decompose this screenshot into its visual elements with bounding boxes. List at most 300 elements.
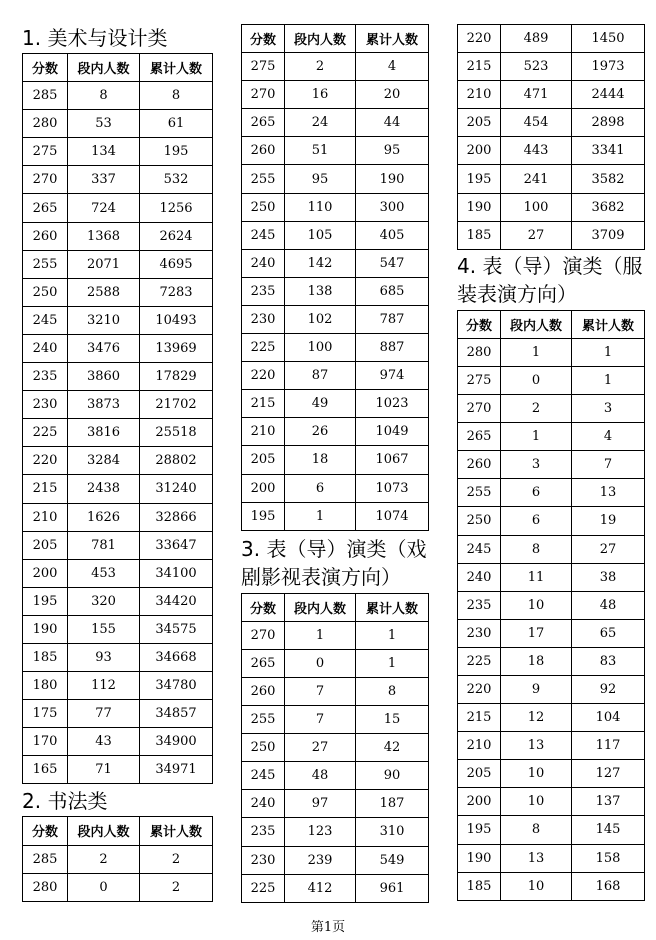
table-header-row [242, 593, 429, 621]
table-row [23, 728, 213, 756]
table-cell: 2 [285, 53, 356, 81]
table-row [242, 706, 429, 734]
table-cell: 4695 [140, 250, 213, 278]
table-cell: 250 [23, 278, 68, 306]
table-header-row [23, 817, 213, 845]
column-middle [241, 24, 428, 903]
table-row [242, 790, 429, 818]
table-cell: 265 [242, 109, 285, 137]
table-cell: 1074 [356, 502, 429, 530]
table-row [458, 25, 645, 53]
table-row [242, 446, 429, 474]
column-header: 段内人数 [285, 25, 356, 53]
table-cell: 215 [458, 53, 501, 81]
table-cell: 8 [501, 816, 572, 844]
table-cell: 1 [572, 338, 645, 366]
table-cell: 1049 [356, 418, 429, 446]
table-cell: 2 [140, 873, 213, 901]
table-cell: 24 [285, 109, 356, 137]
table-cell: 2438 [68, 475, 140, 503]
table-cell: 3284 [68, 447, 140, 475]
table-row [458, 193, 645, 221]
table-cell: 205 [242, 446, 285, 474]
table-row [458, 109, 645, 137]
table-cell: 3816 [68, 419, 140, 447]
table-cell: 250 [242, 193, 285, 221]
table-cell: 168 [572, 872, 645, 900]
table-cell: 200 [458, 137, 501, 165]
table-cell: 43 [68, 728, 140, 756]
table-cell: 83 [572, 647, 645, 675]
table-cell: 2 [501, 395, 572, 423]
table-cell: 7283 [140, 278, 213, 306]
table-cell: 2444 [572, 81, 645, 109]
table-cell: 8 [501, 535, 572, 563]
table-cell: 185 [458, 221, 501, 249]
table-cell: 320 [68, 587, 140, 615]
table-cell: 523 [501, 53, 572, 81]
table-cell: 225 [242, 334, 285, 362]
table-cell: 250 [242, 734, 285, 762]
table-cell: 9 [501, 675, 572, 703]
table-row [242, 334, 429, 362]
table-cell: 71 [68, 756, 140, 784]
table-row [242, 193, 429, 221]
table-cell: 2 [140, 845, 213, 873]
table-cell: 190 [458, 844, 501, 872]
table-cell: 532 [140, 166, 213, 194]
table-cell: 270 [242, 621, 285, 649]
table-cell: 158 [572, 844, 645, 872]
table-cell: 453 [68, 559, 140, 587]
table-cell: 185 [458, 872, 501, 900]
table-cell: 280 [23, 873, 68, 901]
table-cell: 260 [458, 451, 501, 479]
table-row [242, 362, 429, 390]
table-row [242, 305, 429, 333]
table-cell: 205 [458, 109, 501, 137]
table-cell: 270 [458, 395, 501, 423]
table-row [242, 81, 429, 109]
table-cell: 275 [23, 138, 68, 166]
table-cell: 6 [285, 474, 356, 502]
table-cell: 270 [242, 81, 285, 109]
table-cell: 1626 [68, 503, 140, 531]
table-cell: 240 [458, 563, 501, 591]
table-cell: 285 [23, 845, 68, 873]
table-cell: 1450 [572, 25, 645, 53]
table-cell: 220 [242, 362, 285, 390]
table-row [458, 451, 645, 479]
table-row [458, 165, 645, 193]
table-row [23, 306, 213, 334]
table-row [458, 53, 645, 81]
table-cell: 2071 [68, 250, 140, 278]
table-cell: 10 [501, 872, 572, 900]
table-cell: 10493 [140, 306, 213, 334]
table-cell: 51 [285, 137, 356, 165]
table-cell: 1 [285, 621, 356, 649]
table-cell: 10 [501, 788, 572, 816]
table-row [458, 704, 645, 732]
column-header: 累计人数 [140, 54, 213, 82]
table-cell: 412 [285, 874, 356, 902]
table-cell: 454 [501, 109, 572, 137]
table-cell: 2898 [572, 109, 645, 137]
table-cell: 337 [68, 166, 140, 194]
table-cell: 65 [572, 619, 645, 647]
table-cell: 255 [242, 706, 285, 734]
table-cell: 127 [572, 760, 645, 788]
table-cell: 137 [572, 788, 645, 816]
table-cell: 220 [23, 447, 68, 475]
table-cell: 0 [501, 366, 572, 394]
table-row [242, 502, 429, 530]
table-cell: 34857 [140, 700, 213, 728]
table-cell: 3582 [572, 165, 645, 193]
table-cell: 260 [23, 222, 68, 250]
table-cell: 185 [23, 643, 68, 671]
table-cell: 235 [242, 818, 285, 846]
table-cell: 190 [23, 615, 68, 643]
table-cell: 100 [501, 193, 572, 221]
table-cell: 187 [356, 790, 429, 818]
table-row [242, 109, 429, 137]
column-header: 分数 [458, 310, 501, 338]
table-cell: 210 [458, 732, 501, 760]
table-cell: 230 [458, 619, 501, 647]
table-cell: 13 [501, 844, 572, 872]
table-cell: 13 [501, 732, 572, 760]
table-cell: 235 [242, 277, 285, 305]
table-cell: 21702 [140, 391, 213, 419]
table-cell: 3860 [68, 363, 140, 391]
table-cell: 8 [68, 82, 140, 110]
table-cell: 87 [285, 362, 356, 390]
table-row [23, 845, 213, 873]
table-row [458, 479, 645, 507]
table-cell: 1 [572, 366, 645, 394]
table-header-row [242, 25, 429, 53]
table-cell: 3 [572, 395, 645, 423]
column-right [457, 24, 644, 901]
table-row [242, 277, 429, 305]
table-cell: 489 [501, 25, 572, 53]
table-row [242, 874, 429, 902]
table-row [23, 250, 213, 278]
table-row [23, 587, 213, 615]
table-cell: 235 [23, 363, 68, 391]
table-row [242, 734, 429, 762]
table-row [242, 649, 429, 677]
column-header: 分数 [242, 25, 285, 53]
table-cell: 1368 [68, 222, 140, 250]
page-number: 第1页 [310, 920, 346, 935]
table-cell: 405 [356, 221, 429, 249]
table-cell: 3 [501, 451, 572, 479]
table-cell: 265 [458, 423, 501, 451]
table-cell: 17829 [140, 363, 213, 391]
table-row [23, 222, 213, 250]
table-row [458, 647, 645, 675]
table-row [458, 535, 645, 563]
table-header-row [458, 310, 645, 338]
table-cell: 34900 [140, 728, 213, 756]
table-cell: 0 [68, 873, 140, 901]
table-cell: 190 [356, 165, 429, 193]
table-cell: 90 [356, 762, 429, 790]
table-cell: 10 [501, 760, 572, 788]
table-cell: 3210 [68, 306, 140, 334]
table-cell: 240 [23, 334, 68, 362]
column-header: 累计人数 [356, 25, 429, 53]
table-cell: 443 [501, 137, 572, 165]
table-cell: 190 [458, 193, 501, 221]
table-cell: 270 [23, 166, 68, 194]
table-cell: 265 [23, 194, 68, 222]
table-row [458, 591, 645, 619]
table-cell: 92 [572, 675, 645, 703]
column-header: 累计人数 [572, 310, 645, 338]
table-row [242, 165, 429, 193]
table-cell: 8 [140, 82, 213, 110]
table-row [458, 788, 645, 816]
table-row [242, 418, 429, 446]
table-cell: 787 [356, 305, 429, 333]
table-row [242, 677, 429, 705]
table-row [458, 844, 645, 872]
table-cell: 260 [242, 677, 285, 705]
table-cell: 12 [501, 704, 572, 732]
table-cell: 280 [23, 110, 68, 138]
section-title-fashion-performance: 4. 表（导）演类（服装表演方向） [457, 253, 643, 306]
table-cell: 887 [356, 334, 429, 362]
table-row [242, 621, 429, 649]
table-cell: 13969 [140, 334, 213, 362]
table-cell: 300 [356, 193, 429, 221]
table-cell: 239 [285, 846, 356, 874]
table-cell: 220 [458, 25, 501, 53]
table-row [242, 249, 429, 277]
column-header: 累计人数 [356, 593, 429, 621]
table-cell: 205 [458, 760, 501, 788]
table-row [458, 395, 645, 423]
table-cell: 34780 [140, 672, 213, 700]
table-cell: 10 [501, 591, 572, 619]
table-cell: 215 [458, 704, 501, 732]
table-cell: 3476 [68, 334, 140, 362]
table-cell: 245 [23, 306, 68, 334]
score-table-drama-film [241, 593, 429, 903]
table-cell: 7 [572, 451, 645, 479]
score-table-drama-film-continued [457, 24, 645, 250]
table-row [458, 563, 645, 591]
table-cell: 16 [285, 81, 356, 109]
table-cell: 2588 [68, 278, 140, 306]
table-cell: 11 [501, 563, 572, 591]
table-cell: 471 [501, 81, 572, 109]
table-cell: 215 [23, 475, 68, 503]
table-cell: 3682 [572, 193, 645, 221]
score-table-fashion-performance [457, 310, 645, 901]
table-cell: 180 [23, 672, 68, 700]
table-cell: 6 [501, 479, 572, 507]
table-cell: 240 [242, 790, 285, 818]
table-row [458, 338, 645, 366]
table-cell: 255 [242, 165, 285, 193]
table-cell: 3873 [68, 391, 140, 419]
table-cell: 102 [285, 305, 356, 333]
table-row [23, 756, 213, 784]
table-cell: 547 [356, 249, 429, 277]
table-cell: 245 [242, 762, 285, 790]
table-cell: 112 [68, 672, 140, 700]
table-row [458, 423, 645, 451]
table-cell: 1067 [356, 446, 429, 474]
table-cell: 200 [242, 474, 285, 502]
table-row [23, 278, 213, 306]
table-cell: 215 [242, 390, 285, 418]
table-cell: 724 [68, 194, 140, 222]
table-cell: 6 [501, 507, 572, 535]
table-cell: 8 [356, 677, 429, 705]
table-cell: 205 [23, 531, 68, 559]
table-row [242, 53, 429, 81]
table-cell: 165 [23, 756, 68, 784]
table-row [23, 672, 213, 700]
table-cell: 34971 [140, 756, 213, 784]
table-cell: 18 [285, 446, 356, 474]
table-cell: 195 [458, 816, 501, 844]
score-table-calligraphy [22, 816, 213, 901]
table-cell: 310 [356, 818, 429, 846]
table-row [23, 643, 213, 671]
table-cell: 105 [285, 221, 356, 249]
table-cell: 26 [285, 418, 356, 446]
table-cell: 110 [285, 193, 356, 221]
table-cell: 4 [572, 423, 645, 451]
table-cell: 275 [458, 366, 501, 394]
table-cell: 1 [356, 649, 429, 677]
section-title-calligraphy: 2. 书法类 [22, 789, 108, 814]
table-cell: 240 [242, 249, 285, 277]
table-row [23, 559, 213, 587]
table-cell: 0 [285, 649, 356, 677]
table-row [23, 82, 213, 110]
table-row [458, 507, 645, 535]
table-cell: 44 [356, 109, 429, 137]
table-cell: 275 [242, 53, 285, 81]
column-header: 段内人数 [68, 817, 140, 845]
table-cell: 19 [572, 507, 645, 535]
table-cell: 245 [458, 535, 501, 563]
table-row [23, 873, 213, 901]
table-cell: 31240 [140, 475, 213, 503]
table-cell: 97 [285, 790, 356, 818]
table-cell: 138 [285, 277, 356, 305]
table-cell: 1 [285, 502, 356, 530]
table-row [242, 390, 429, 418]
table-cell: 34668 [140, 643, 213, 671]
table-cell: 1023 [356, 390, 429, 418]
table-cell: 2 [68, 845, 140, 873]
table-row [242, 762, 429, 790]
table-cell: 195 [458, 165, 501, 193]
table-cell: 28802 [140, 447, 213, 475]
table-cell: 7 [285, 677, 356, 705]
table-cell: 49 [285, 390, 356, 418]
table-cell: 210 [458, 81, 501, 109]
table-row [242, 846, 429, 874]
table-row [23, 110, 213, 138]
table-cell: 685 [356, 277, 429, 305]
column-header: 分数 [242, 593, 285, 621]
table-row [23, 447, 213, 475]
table-row [458, 366, 645, 394]
table-cell: 225 [23, 419, 68, 447]
score-table-calligraphy-continued [241, 24, 429, 531]
table-cell: 93 [68, 643, 140, 671]
table-cell: 13 [572, 479, 645, 507]
table-row [242, 221, 429, 249]
table-cell: 225 [242, 874, 285, 902]
table-cell: 1973 [572, 53, 645, 81]
table-cell: 27 [572, 535, 645, 563]
column-left [22, 24, 212, 902]
table-cell: 104 [572, 704, 645, 732]
table-cell: 235 [458, 591, 501, 619]
table-cell: 1 [501, 423, 572, 451]
table-cell: 195 [23, 587, 68, 615]
table-row [23, 334, 213, 362]
column-header: 分数 [23, 54, 68, 82]
table-row [458, 760, 645, 788]
table-cell: 549 [356, 846, 429, 874]
table-row [23, 419, 213, 447]
table-cell: 285 [23, 82, 68, 110]
table-cell: 3709 [572, 221, 645, 249]
table-row [242, 474, 429, 502]
table-cell: 155 [68, 615, 140, 643]
section-title-art-design: 1. 美术与设计类 [22, 26, 168, 50]
column-header: 段内人数 [68, 54, 140, 82]
table-cell: 245 [242, 221, 285, 249]
table-cell: 255 [23, 250, 68, 278]
column-header: 段内人数 [501, 310, 572, 338]
table-cell: 7 [285, 706, 356, 734]
table-row [23, 475, 213, 503]
table-row [458, 221, 645, 249]
table-row [23, 615, 213, 643]
table-row [458, 816, 645, 844]
table-row [23, 391, 213, 419]
table-row [23, 166, 213, 194]
table-cell: 1 [501, 338, 572, 366]
table-cell: 33647 [140, 531, 213, 559]
table-cell: 25518 [140, 419, 213, 447]
table-cell: 230 [242, 305, 285, 333]
section-title-drama-film: 3. 表（导）演类（戏剧影视表演方向） [241, 536, 427, 589]
table-cell: 145 [572, 816, 645, 844]
table-cell: 53 [68, 110, 140, 138]
table-cell: 42 [356, 734, 429, 762]
table-row [23, 138, 213, 166]
table-cell: 17 [501, 619, 572, 647]
table-row [458, 137, 645, 165]
table-cell: 1 [356, 621, 429, 649]
table-cell: 61 [140, 110, 213, 138]
table-cell: 34100 [140, 559, 213, 587]
